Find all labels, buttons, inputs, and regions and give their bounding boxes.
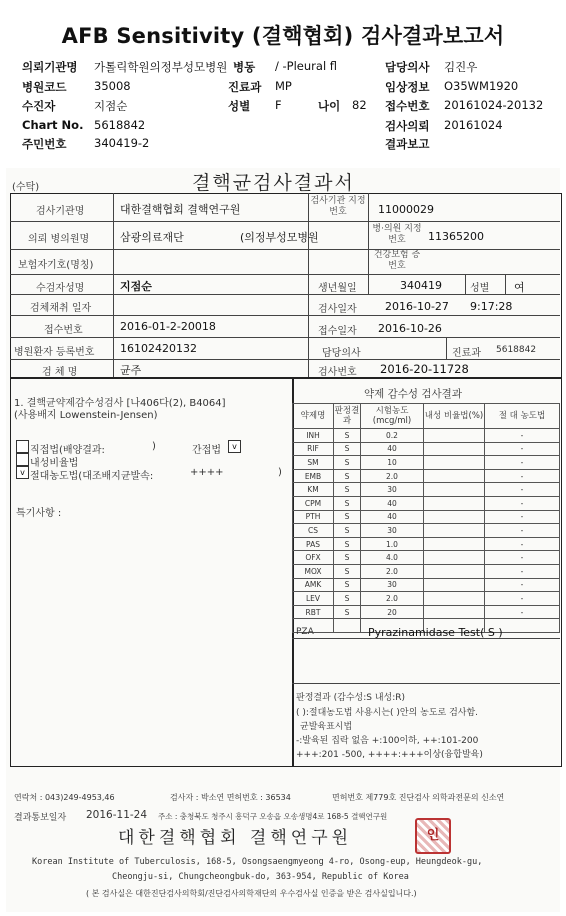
method-line-2: (사용배지 Lowenstein-Jensen)	[14, 410, 158, 421]
label-health-insurance-no: 건강보험 증번호	[373, 250, 421, 271]
label-specimen: 검 체 명	[42, 367, 78, 378]
label-sex: 성별	[470, 283, 490, 294]
cell-concentration: 10	[361, 456, 424, 470]
address-english-1: Korean Institute of Tuberculosis, 168-5, Osongsaengmyeong 4-ro, Osong-eup, Heungdeok-gu,	[32, 857, 483, 867]
value-sex: 여	[514, 281, 525, 294]
remarks-label: 특기사항 :	[16, 508, 62, 519]
header-label-sex: 성별	[228, 99, 251, 113]
label-test-date: 검사일자	[318, 304, 357, 315]
method-panel	[10, 377, 294, 767]
cell-proportion	[424, 456, 485, 470]
table-row	[293, 483, 560, 497]
method-line-1: 1. 결핵균약제감수성검사 [나406다(2), B4064]	[14, 398, 226, 409]
label-institution-number: 검사기관 지정번호	[310, 196, 366, 217]
header-value-resident-no: 340419-2	[94, 136, 150, 150]
value-patient-registration: 16102420132	[120, 342, 197, 355]
table-row	[293, 605, 560, 619]
header-value-institution: 가톨릭학원의정부성모병원	[94, 60, 228, 74]
pza-label: PZA	[296, 627, 314, 637]
header-value-request-date: 20161024	[444, 118, 503, 132]
cell-concentration: 30	[361, 524, 424, 538]
cell-result	[334, 619, 361, 633]
label-birth-date: 생년월일	[318, 283, 357, 294]
address-korean: 주소 : 충청북도 청주시 흥덕구 오송읍 오송생명4로 168-5 결핵연구원	[158, 812, 388, 821]
cell-result: S	[334, 592, 361, 606]
cell-absolute: -	[485, 442, 560, 456]
report-date-label: 결과통보일자	[14, 813, 67, 823]
header-value-receipt-no: 20161024-20132	[444, 98, 544, 112]
cell-result: S	[334, 496, 361, 510]
cell-concentration: 30	[361, 483, 424, 497]
value-dept: 5618842	[496, 345, 537, 355]
cell-drug: PAS	[293, 537, 334, 551]
consignment-mark: (수탁)	[12, 182, 40, 193]
absolute-concentration-close: )	[278, 467, 282, 478]
header-value-age: 82	[352, 98, 367, 112]
director-info: 면허번호 제779호 진단검사 의학과전문의 신소연	[332, 793, 505, 802]
value-specimen: 균주	[120, 364, 142, 377]
cell-concentration: 0.2	[361, 429, 424, 443]
value-birth-date: 340419	[400, 279, 442, 292]
table-row	[293, 551, 560, 565]
header-value-clinical-info: O35WM1920	[444, 79, 519, 93]
criteria-line-2: ( ):절대농도법 사용시는( )안의 농도로 검사함.	[296, 708, 479, 718]
cell-result: S	[334, 605, 361, 619]
table-row	[293, 592, 560, 606]
cell-proportion	[424, 496, 485, 510]
col-concentration: 시험농도 (mcg/ml)	[361, 404, 424, 429]
label-insurer: 보험자기호(명칭)	[18, 260, 94, 271]
table-row	[293, 496, 560, 510]
results-title: 약제 감수성 검사결과	[364, 388, 462, 400]
accreditation-note: ( 본 검사실은 대한진단검사의학회/진단검사의학재단의 우수검사실 인증을 받은 검사실입니다.)	[86, 889, 417, 898]
official-seal-icon: 인	[415, 818, 451, 854]
cell-absolute: -	[485, 429, 560, 443]
table-row	[293, 564, 560, 578]
value-test-institution: 대한결핵협회 결핵연구원	[120, 203, 241, 216]
header-value-doctor: 김진우	[444, 60, 478, 74]
col-proportion: 내성 비율법(%)	[424, 404, 485, 429]
header-label-ward-text: 병동	[233, 60, 256, 74]
header-label-receipt-no: 접수번호	[385, 99, 430, 113]
cell-drug: AMK	[293, 578, 334, 592]
header-value-chart-no: 5618842	[94, 118, 146, 132]
cell-proportion	[424, 469, 485, 483]
cell-absolute: -	[485, 496, 560, 510]
header-label-department: 진료과	[228, 80, 262, 94]
table-row	[293, 578, 560, 592]
page-title: AFB Sensitivity (결핵협회) 검사결과보고서	[61, 24, 505, 48]
header-label-institution: 의뢰기관명	[22, 60, 78, 74]
value-receipt-date: 2016-10-26	[378, 322, 442, 335]
cell-absolute: -	[485, 537, 560, 551]
cell-proportion	[424, 605, 485, 619]
cell-concentration: 20	[361, 605, 424, 619]
label-attending-doctor: 담당의사	[322, 348, 361, 359]
cell-proportion	[424, 524, 485, 538]
cell-concentration: 1.0	[361, 537, 424, 551]
criteria-line-1: 판정결과 (감수성:S 내성:R)	[296, 693, 406, 703]
cell-result: S	[334, 537, 361, 551]
label-receipt-date: 접수일자	[318, 326, 357, 337]
tester-info: 검사자 : 박소연 면허번호 : 36534	[170, 793, 291, 802]
cell-absolute: -	[485, 524, 560, 538]
value-hospital-number: 11365200	[428, 230, 484, 243]
cell-proportion	[424, 592, 485, 606]
form-title: 결핵균검사결과서	[192, 172, 355, 194]
header-value-department: MP	[275, 79, 292, 93]
cell-drug: KM	[293, 483, 334, 497]
cell-absolute: -	[485, 592, 560, 606]
label-requesting-hospital: 의뢰 병의원명	[28, 234, 90, 245]
label-examinee-name: 수검자성명	[36, 283, 85, 294]
value-test-time: 9:17:28	[470, 300, 513, 313]
value-examinee-name: 지점순	[120, 280, 152, 293]
contact-info: 연락처 : 043)249-4953,46	[14, 793, 115, 802]
cell-result: S	[334, 510, 361, 524]
drug-susceptibility-table	[292, 403, 560, 633]
cell-proportion	[424, 442, 485, 456]
organization-name: 대한결핵협회 결핵연구원	[118, 828, 353, 848]
cell-absolute: -	[485, 469, 560, 483]
col-drug: 약제명	[293, 404, 334, 429]
value-requesting-hospital: 삼광의료재단	[120, 231, 184, 244]
table-row	[293, 524, 560, 538]
cell-drug: INH	[293, 429, 334, 443]
table-row	[293, 429, 560, 443]
header-label-patient: 수진자	[22, 99, 56, 113]
header-label-result-report: 결과보고	[385, 137, 430, 151]
pza-value: Pyrazinamidase Test( S )	[368, 626, 503, 639]
header-label-clinical-info: 임상정보	[385, 80, 430, 94]
proportion-method-checkbox	[16, 453, 29, 466]
label-test-number: 검사번호	[318, 367, 357, 378]
cell-result: S	[334, 551, 361, 565]
absolute-concentration-checkbox: v	[16, 466, 29, 479]
label-patient-registration: 병원환자 등록번호	[14, 347, 95, 358]
col-absolute: 절 대 농도법	[485, 404, 560, 429]
cell-drug: PTH	[293, 510, 334, 524]
cell-absolute: -	[485, 564, 560, 578]
criteria-line-3: 균발육표시법	[300, 722, 353, 732]
label-receipt-number: 접수번호	[44, 325, 83, 336]
cell-proportion	[424, 564, 485, 578]
cell-concentration: 4.0	[361, 551, 424, 565]
cell-result: S	[334, 483, 361, 497]
cell-result: S	[334, 578, 361, 592]
header-value-sex: F	[275, 98, 282, 112]
cell-drug: RIF	[293, 442, 334, 456]
cell-concentration: 2.0	[361, 564, 424, 578]
cell-proportion	[424, 429, 485, 443]
cell-proportion	[424, 578, 485, 592]
cell-concentration: 2.0	[361, 592, 424, 606]
cell-concentration: 30	[361, 578, 424, 592]
indirect-method-checkbox: v	[228, 440, 241, 453]
cell-concentration: 40	[361, 510, 424, 524]
cell-result: S	[334, 564, 361, 578]
label-hospital-number: 병·의원 지정번호	[372, 224, 422, 245]
cell-concentration: 2.0	[361, 469, 424, 483]
label-sample-date: 검체채취 일자	[30, 303, 92, 314]
cell-drug: RBT	[293, 605, 334, 619]
cell-absolute: -	[485, 510, 560, 524]
value-test-date: 2016-10-27	[385, 300, 449, 313]
cell-drug: SM	[293, 456, 334, 470]
cell-drug: CS	[293, 524, 334, 538]
cell-absolute: -	[485, 456, 560, 470]
table-row	[293, 456, 560, 470]
col-result: 판정결과	[334, 404, 361, 429]
cell-result: S	[334, 456, 361, 470]
direct-method-close: )	[152, 441, 156, 452]
header-value-ward: / -Pleural fl	[275, 59, 338, 73]
address-english-2: Cheongju-si, Chungcheongbuk-do, 363-954, Republic of Korea	[112, 872, 409, 882]
cell-drug: OFX	[293, 551, 334, 565]
criteria-line-5: +++:201 -500, ++++:+++이상(융합발육)	[296, 750, 483, 760]
cell-drug: EMB	[293, 469, 334, 483]
header-label-age: 나이	[318, 99, 341, 113]
header-label-chart-no: Chart No.	[22, 118, 84, 132]
criteria-line-4: -:발육된 집락 없음 +:100이하, ++:101-200	[296, 736, 479, 746]
direct-method-label: 직접법(배양결과:	[30, 445, 105, 456]
value-requesting-hospital-2: (의정부성모병원	[240, 231, 319, 244]
cell-result: S	[334, 429, 361, 443]
value-receipt-number: 2016-01-2-20018	[120, 320, 216, 333]
cell-drug: LEV	[293, 592, 334, 606]
header-value-hospital-code: 35008	[94, 79, 131, 93]
report-date-value: 2016-11-24	[86, 809, 148, 821]
cell-drug: MOX	[293, 564, 334, 578]
direct-method-checkbox	[16, 440, 29, 453]
value-test-number: 2016-20-11728	[380, 362, 469, 376]
cell-proportion	[424, 537, 485, 551]
cell-proportion	[424, 483, 485, 497]
cell-absolute: -	[485, 483, 560, 497]
cell-proportion	[424, 510, 485, 524]
cell-result: S	[334, 442, 361, 456]
header-label-doctor: 담당의사	[385, 60, 430, 74]
table-row	[293, 442, 560, 456]
cell-proportion	[424, 551, 485, 565]
header-value-patient: 지점순	[94, 99, 128, 113]
indirect-method-label: 간접법	[192, 445, 221, 456]
table-row	[293, 469, 560, 483]
cell-drug: CPM	[293, 496, 334, 510]
cell-absolute: -	[485, 578, 560, 592]
table-row	[293, 537, 560, 551]
label-test-institution: 검사기관명	[36, 206, 85, 217]
proportion-method-label: 내성비율법	[30, 458, 79, 469]
value-institution-number: 11000029	[378, 203, 434, 216]
cell-concentration: 40	[361, 496, 424, 510]
header-label-hospital-code: 병원코드	[22, 80, 67, 94]
table-header-row	[293, 404, 560, 429]
cell-result: S	[334, 469, 361, 483]
table-row	[293, 510, 560, 524]
control-growth-value: ++++	[190, 467, 224, 478]
absolute-concentration-label: 절대농도법(대조배지균발속:	[30, 471, 154, 482]
cell-result: S	[334, 524, 361, 538]
cell-concentration: 40	[361, 442, 424, 456]
cell-absolute: -	[485, 551, 560, 565]
cell-absolute: -	[485, 605, 560, 619]
header-label-request-date: 검사의뢰	[385, 119, 430, 133]
label-dept: 진료과	[452, 348, 481, 359]
header-label-resident-no: 주민번호	[22, 137, 67, 151]
